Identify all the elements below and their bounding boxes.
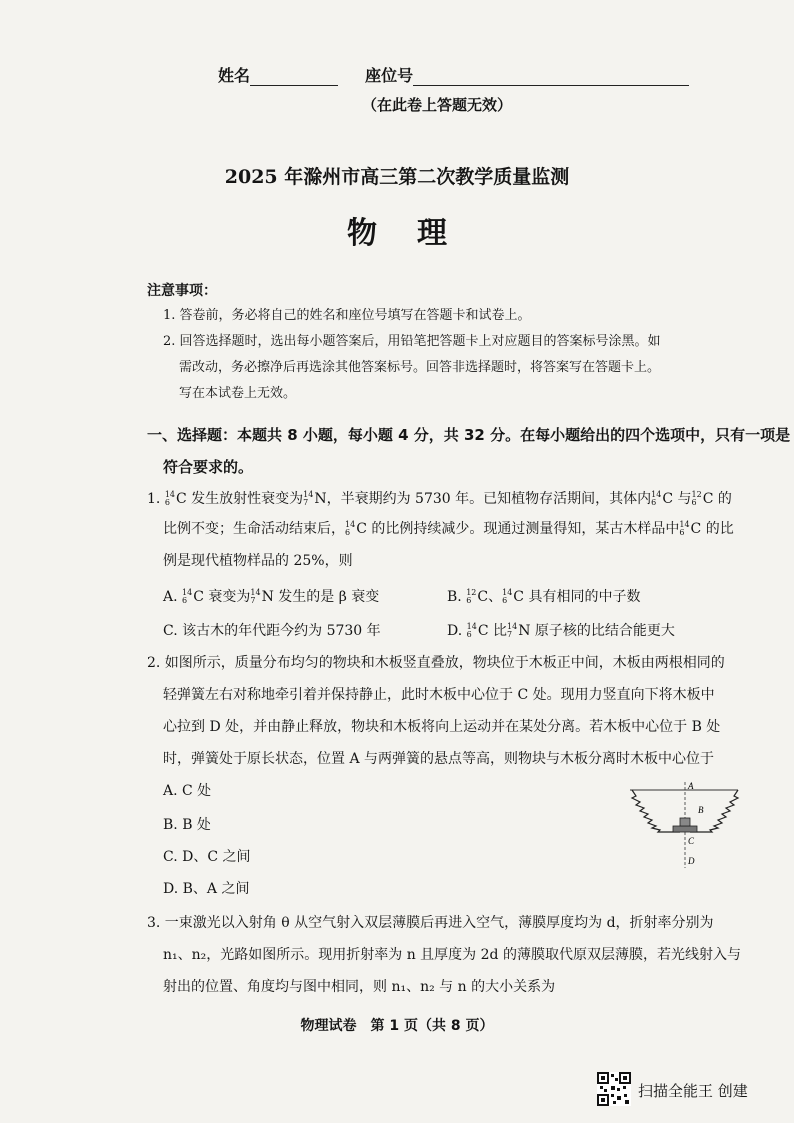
- q2-line: 心拉到 D 处，并由静止释放，物块和木板将向上运动并在某处分离。若木板中心位于 B 处: [163, 719, 721, 735]
- subject-title: 物理: [347, 216, 487, 251]
- nuclide-n14: 14 7: [303, 490, 314, 507]
- q1-option-c: C. 该古木的年代距今约为 5730 年: [163, 623, 381, 639]
- q1-option-a: A. 14 6 C 衰变为 14 7 N 发生的是 β 衰变: [163, 588, 380, 605]
- block-rect: [680, 818, 690, 826]
- q1-line-2: 比例不变；生命活动结束后， 14 6 C 的比例持续减少。现通过测量得知，某古木样品中 14 6 C 的比: [163, 520, 734, 537]
- note-item: 1. 答卷前，务必将自己的姓名和座位号填写在答题卡和试卷上。: [163, 308, 531, 323]
- note-item: 写在本试卷上无效。: [179, 386, 297, 401]
- spring-block-diagram: [628, 778, 743, 870]
- page-footer: 物理试卷 第 1 页（共 8 页）: [300, 1018, 494, 1034]
- q2-line: 2. 如图所示，质量分布均匀的物块和木板竖直叠放，物块位于木板正中间，木板由两根相同的: [147, 655, 725, 671]
- seat-label: 座位号: [365, 66, 414, 85]
- nuclide-c14: 14 6: [345, 520, 356, 537]
- label-a: A: [688, 781, 694, 791]
- q2-line: 时，弹簧处于原长状态，位置 A 与两弹簧的悬点等高，则物块与木板分离时木板中心位于: [163, 751, 715, 767]
- q3-line: 射出的位置、角度均与图中相同，则 n₁、n₂ 与 n 的大小关系为: [163, 979, 556, 995]
- note-item: 需改动，务必擦净后再选涂其他答案标号。回答非选择题时，将答案写在答题卡上。: [179, 360, 661, 375]
- section-heading: 一、选择题：本题共 8 小题，每小题 4 分，共 32 分。在每小题给出的四个选项中，只有一项是: [147, 426, 791, 444]
- label-d: D: [688, 856, 695, 866]
- q1-option-d: D. 14 6 C 比 14 7 N 原子核的比结合能更大: [447, 622, 675, 639]
- name-label: 姓名: [218, 66, 251, 85]
- scanner-watermark: 扫描全能王 创建: [638, 1082, 748, 1100]
- nuclide-c12: 12 6: [691, 490, 702, 507]
- name-seat-row: [218, 63, 689, 86]
- q2-option-a: A. C 处: [163, 783, 212, 799]
- q3-line: n₁、n₂，光路如图所示。现用折射率为 n 且厚度为 2d 的薄膜取代原双层薄膜，若光线射入与: [163, 947, 741, 963]
- q2-option-b: B. B 处: [163, 817, 211, 833]
- label-c: C: [688, 836, 695, 846]
- note-item: 2. 回答选择题时，选出每小题答案后，用铅笔把答题卡上对应题目的答案标号涂黑。如: [163, 334, 661, 349]
- qr-code-icon: [597, 1072, 631, 1106]
- nuclide-c14: 14 6: [164, 490, 175, 507]
- nuclide-c14: 14 6: [679, 520, 690, 537]
- nuclide-c14: 14 6: [651, 490, 662, 507]
- seat-blank: [413, 69, 689, 86]
- q1-line-3: 例是现代植物样品的 25%，则: [163, 553, 353, 569]
- q2-option-c: C. D、C 之间: [163, 849, 251, 865]
- q3-line: 3. 一束激光以入射角 θ 从空气射入双层薄膜后再进入空气，薄膜厚度均为 d，折射率分别为: [147, 915, 714, 931]
- q1-option-b: B. 12 6 C、 14 6 C 具有相同的中子数: [447, 588, 641, 605]
- board-rect: [673, 826, 697, 832]
- q1-line-1: 1. 14 6 C 发生放射性衰变为 14 7 N，半衰期约为 5730 年。已知植物存活期间，其体内 14 6 C 与 12 6 C 的: [147, 490, 732, 507]
- name-blank: [250, 69, 338, 86]
- q2-line: 轻弹簧左右对称地牵引着并保持静止，此时木板中心位于 C 处。现用力竖直向下将木板中: [163, 687, 715, 703]
- notes-heading: 注意事项：: [147, 283, 217, 299]
- label-b: B: [698, 805, 704, 815]
- section-heading-cont: 符合要求的。: [163, 458, 254, 476]
- exam-title: 2025 年滁州市高三第二次教学质量监测: [224, 166, 570, 188]
- answer-invalid-note: （在此卷上答题无效）: [362, 96, 513, 114]
- q2-option-d: D. B、A 之间: [163, 881, 250, 897]
